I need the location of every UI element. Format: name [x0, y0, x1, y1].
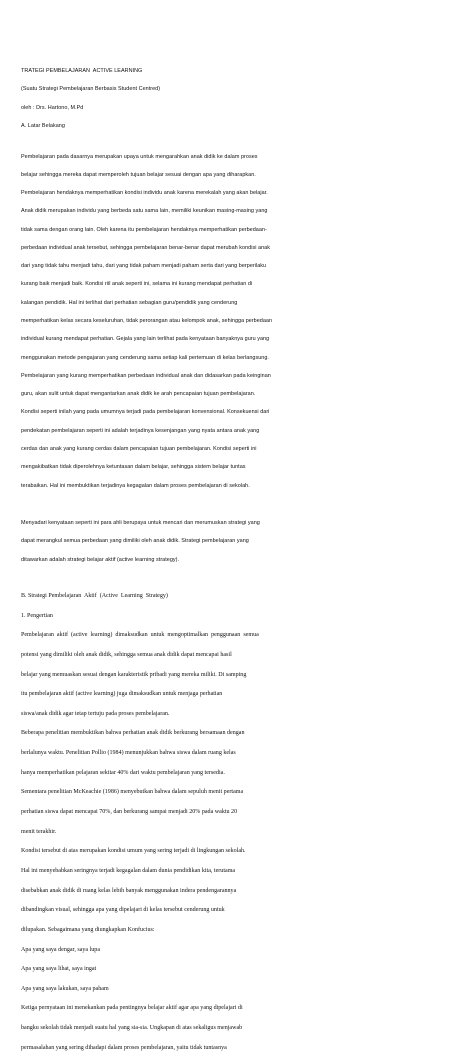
header-block [21, 56, 439, 141]
text-line: cerdas dan anak yang kurang cerdas dalam pencapaian tujuan pembelajaran. Kondisi seperti ini [21, 446, 257, 452]
text-line: kurang baik menjadi baik. Kondisi riil anak seperti ini, selama ini kurang mendapat perhatian di [21, 281, 253, 288]
text-line: itu pembelajaran aktif (active learning) juga dimaksudkan untuk menjaga perhatian [21, 691, 223, 698]
text-line: kalangan pendidik. Hal ini terlihat dari perhatian sebagian guru/pendidik yang cenderung [21, 299, 238, 306]
text-line: Beberapa penelitian membuktikan bahwa perhatian anak didik berkurang bersamaan dengan [21, 730, 245, 737]
text-line: ditawarkan adalah strategi belajar aktif (active learning strategy). [21, 556, 180, 563]
text-line: dari yang tidak tahu menjadi tahu, dari yang tidak paham menjadi paham serta dari yang berperilaku [21, 263, 267, 270]
section-heading-b: B. Strategi Pembelajaran Aktif (Active Learning Strategy) [21, 592, 168, 599]
document-author: oleh : Drs. Hartono, M.Pd [21, 104, 84, 111]
text-line: hanya memperhatikan pelajaran sekitar 40% dari waktu pembelajaran yang tersedia. [21, 769, 225, 776]
text-line: potensi yang dimiliki oleh anak didik, sehingga semua anak didik dapat mencapai hasil [21, 651, 232, 658]
text-line: dapat merangkul semua perbedaan yang dimiliki oleh anak didik. Strategi pembelajaran yang [21, 538, 249, 545]
paragraph-strategy-intro [21, 508, 439, 575]
section-b [21, 580, 439, 1064]
section-heading-a: A. Latar Belakang [21, 123, 65, 130]
quote-line: Apa yang saya lakukan, saya paham [21, 985, 109, 992]
text-line: siswa/anak didik agar tetap tertuju pada proses pembelajaran. [21, 710, 170, 717]
text-line: Ketiga pernyataan ini menekankan pada pentingnya belajar aktif agar apa yang dipelajari di [21, 1005, 243, 1012]
text-line: Anak didik merupakan individu yang berbeda satu sama lain, memiliki keunikan masing-masing yang [21, 208, 268, 215]
text-line: Pembelajaran pada dasarnya merupakan upaya untuk mengarahkan anak didik ke dalam proses [21, 153, 258, 160]
text-line: mengakibatkan tidak diperolehnya ketuntasan dalam belajar, sehingga sistem belajar tuntas [21, 464, 246, 471]
text-line: memperhatikan kelas secara keseluruhan, tidak perorangan atau kelompok anak, sehingga perbedaan [21, 318, 273, 325]
text-line: bangku sekolah tidak menjadi suatu hal yang sia-sia. Ungkapan di atas sekaligus menjawab [21, 1025, 243, 1032]
text-line: dibandingkan visual, sehingga apa yang dipelajari di kelas tersebut cenderung untuk [21, 907, 225, 914]
text-line: perbedaan individual anak tersebut, sehingga pembelajaran benar-benar dapat merubah kondisi anak [21, 244, 270, 251]
text-line: Menyadari kenyataan seperti ini para ahli berupaya untuk mencari dan merumuskan strategi yang [21, 520, 260, 527]
text-line: permasalahan yang sering dihadapi dalam proses pembelajaran, yaitu tidak tuntasnya [21, 1044, 227, 1051]
text-line: Hal ini menyebabkan seringnya terjadi kegagalan dalam dunia pendidikan kita, terutama [21, 867, 236, 874]
text-line: belajar sehingga mereka dapat memperoleh tujuan belajar sesuai dengan apa yang diharapkan. [21, 171, 256, 178]
paragraph-background [21, 141, 439, 501]
document-subtitle: (Suatu Strategi Pembelajaran Berbasis Student Centred) [21, 86, 161, 93]
paragraph-spacer [21, 501, 439, 508]
text-line: Kondisi tersebut di atas merupakan kondisi umum yang sering terjadi di lingkungan sekolah. [21, 848, 246, 855]
text-line: Pembelajaran hendaknya memperhatikan kondisi individu anak karena merekalah yang akan belajar. [21, 190, 268, 197]
text-line: tidak sama dengan orang lain. Oleh karena itu pembelajaran hendaknya memperhatikan perbedaan- [21, 226, 267, 233]
quote-line: Apa yang saya dengar, saya lupa [21, 946, 101, 953]
text-line: menit terakhir. [21, 828, 57, 835]
text-line: dilupakan. Sebagaimana yang diungkapkan Konfucius: [21, 926, 155, 933]
document-page [21, 56, 439, 1064]
quote-line: Apa yang saya lihat, saya ingat [21, 966, 97, 973]
text-line: disebabkan anak didik di ruang kelas lebih banyak menggunakan indera pendengarannya [21, 887, 237, 894]
text-line: Kondisi seperti inilah yang pada umumnya terjadi pada pembelajaran konvensional. Konsekuensi dari [21, 409, 270, 416]
text-line: Pembelajaran aktif (active learning) dimaksudkan untuk mengoptimalkan penggunaan semua [21, 632, 259, 639]
text-line: menggunakan metode pengajaran yang cenderung sama setiap kali pertemuan di kelas berlangsung. [21, 354, 269, 361]
text-line: terabaikan. Hal ini membuktikan terjadinya kegagalan dalam proses pembelajaran di sekolah. [21, 482, 250, 489]
text-line: Sementara penelitian McKeachie (1986) menyebutkan bahwa dalam sepuluh menit pertama [21, 789, 244, 796]
text-line: pendekatan pembelajaran seperti ini adalah terjadinya kesenjangan yang nyata antara anak yang [21, 427, 260, 434]
text-line: individual kurang mendapat perhatian. Gejala yang lain terlihat pada kenyataan banyaknya guru yang [21, 336, 270, 343]
text-line: Pembelajaran yang kurang memperhatikan perbedaan individual anak dan didasarkan pada keinginan [21, 372, 271, 379]
text-line: perhatian siswa dapat mencapai 70%, dan berkurang sampai menjadi 20% pada waktu 20 [21, 809, 238, 816]
document-title: TRATEGI PEMBELAJARAN ACTIVE LEARNING [21, 68, 143, 75]
text-line: berlalunya waktu. Penelitian Pollio (1984) menunjukkan bahwa siswa dalam ruang kelas [21, 750, 236, 757]
text-line: belajar yang memuaskan sesuai dengan karakteristik pribadi yang mereka miliki. Di samping [21, 671, 247, 678]
text-line: guru, akan sulit untuk dapat mengantarkan anak didik ke arah pencapaian tujuan pembelajaran. [21, 391, 256, 398]
subsection-heading: 1. Pengertian [21, 612, 53, 619]
